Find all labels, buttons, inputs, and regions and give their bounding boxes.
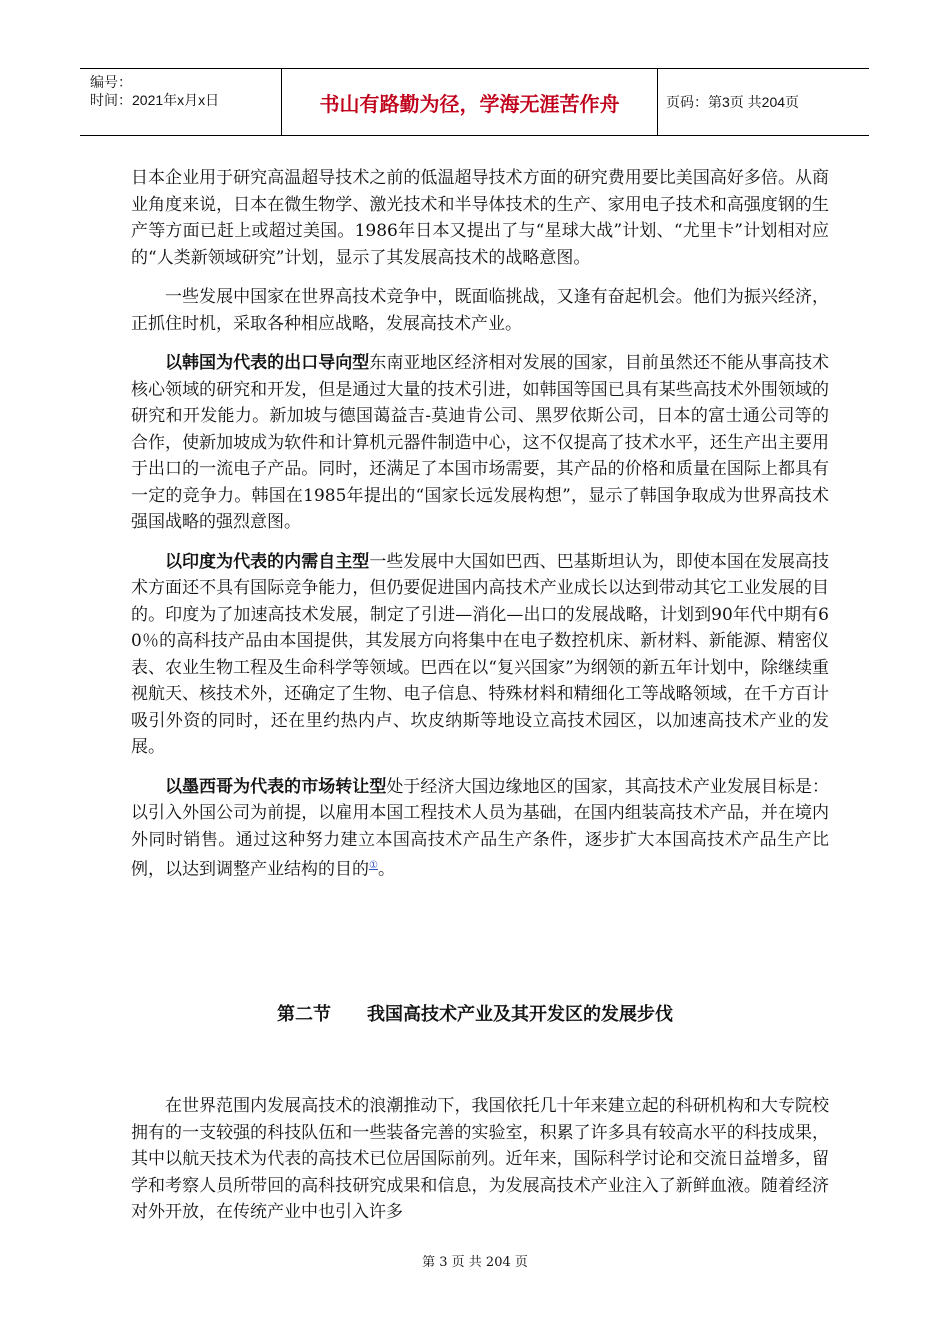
section-heading <box>0 1000 950 1026</box>
paragraph-text: 处于经济大国边缘地区的国家，其高技术产业发展目标是：以引入外国公司为前提，以雇用本国工程技术人员为基础，在国内组装高技术产品，并在境内外同时销售。通过这种努力建立本国高技术产品生产条件，逐步扩大本国高技术产品生产比例，以达到调整产业结构的目的 <box>131 776 830 880</box>
paragraph-lead: 以印度为代表的内需自主型 <box>165 551 370 572</box>
paragraph-text: 一些发展中大国如巴西、巴基斯坦认为，即使本国在发展高技术方面还不具有国际竞争能力，但仍要促进国内高技术产业成长以达到带动其它工业发展的目的。印度为了加速高技术发展，制定了引进—消化—出口的发展战略，计划到90年代中期有60％的高科技产品由本国提供，其发展方向将集中在电子数控机床、新材料、新能源、精密仪表、农业生物工程及生命科学等领域。巴西在以“复兴国家”为纲领的新五年计划中，除继续重视航天、核技术外，还确定了生物、电子信息、特殊材料和精细化工等战略领域，在千方百计吸引外资的同时，还在里约热内卢、坎皮纳斯等地设立高技术园区，以加速高技术产业的发展。 <box>131 551 830 757</box>
paragraph-text: 在世界范围内发展高技术的浪潮推动下，我国依托几十年来建立起的科研机构和大专院校拥有的一支较强的科技队伍和一些装备完善的实验室，积累了许多具有较高水平的科技成果，其中以航天技术为代表的高技术已位居国际前列。近年来，国际科学讨论和交流日益增多，留学和考察人员所带回的高科技研究成果和信息，为发展高技术产业注入了新鲜血液。随着经济对外开放，在传统产业中也引入许多 <box>131 1096 829 1222</box>
paragraph-text: 东南亚地区经济相对发展的国家，目前虽然还不能从事高技术核心领域的研究和开发，但是通过大量的技术引进，如韩国等国已具有某些高技术外围领域的研究和开发能力。新加坡与德国蔼益吉-莫迪肯公司、黑罗依斯公司，日本的富士通公司等的合作，使新加坡成为软件和计算机元器件制造中心，这不仅提高了技术水平，还生产出主要用于出口的一流电子产品。同时，还满足了本国市场需要，其产品的价格和质量在国际上都具有一定的竞争力。韩国在1985年提出的“国家长远发展构想”，显示了韩国争取成为世界高技术强国战略的强烈意图。 <box>131 353 830 532</box>
header-motto: 书山有路勤为径，学海无涯苦作舟 <box>282 69 658 135</box>
paragraph-lead: 以韩国为代表的出口导向型 <box>165 353 370 373</box>
paragraph-lead: 以墨西哥为代表的市场转让型 <box>165 776 387 797</box>
paragraph-1 <box>131 165 829 271</box>
time-label: 时间：2021年x月x日 <box>90 92 220 108</box>
number-label: 编号： <box>90 74 132 90</box>
footnote-link[interactable]: ① <box>369 860 378 871</box>
paragraph-tail: 。 <box>377 859 395 880</box>
paragraph-text: 一些发展中国家在世界高技术竞争中，既面临挑战，又逢有奋起机会。他们为振兴经济，正抓住时机，采取各种相应战略，发展高技术产业。 <box>131 287 829 334</box>
section-title: 我国高技术产业及其开发区的发展步伐 <box>367 1004 673 1025</box>
paragraph-text: 日本企业用于研究高温超导技术之前的低温超导技术方面的研究费用要比美国高好多倍。从商业角度来说，日本在微生物学、激光技术和半导体技术的生产、家用电子技术和高强度钢的生产等方面已赶上或超过美国。1986年日本又提出了与“星球大战”计划、“尤里卡”计划相对应的“人类新领域研究”计划，显示了其发展高技术的战略意图。 <box>131 168 829 268</box>
page-header <box>80 68 869 136</box>
header-page-label: 页码：第3页 共204页 <box>666 94 800 110</box>
paragraph-korea <box>131 350 829 536</box>
page-footer: 第 3 页 共 204 页 <box>422 1255 528 1270</box>
header-meta <box>80 69 282 135</box>
paragraph-mexico <box>131 774 829 884</box>
main-content <box>131 165 829 883</box>
section-paragraph <box>131 1093 829 1226</box>
paragraph-2 <box>131 284 829 337</box>
paragraph-india <box>131 549 829 761</box>
section-content <box>131 1093 829 1226</box>
section-number: 第二节 <box>277 1004 331 1025</box>
